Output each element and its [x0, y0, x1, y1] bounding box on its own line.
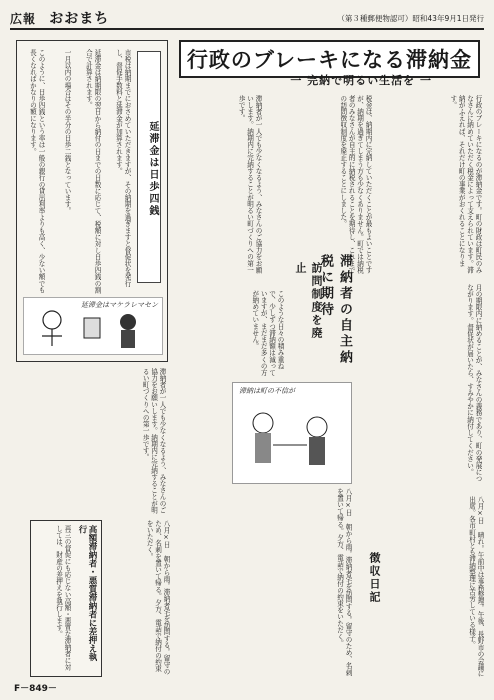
page-number: F－849－	[14, 684, 57, 694]
diary-column: 八月×日 晴れ。午前中は事務整理。午後、長野市の会議に出席。各市町村とも滞納整理に苦労している様子。	[467, 496, 484, 677]
sidebar-paragraph: 市税は納期までにおさめていただきますが、その納期を過ぎますと督促状を発行し、督促手数料と延滞金が加算されます。	[114, 49, 131, 287]
notice-title: 高額滞納者・悪質滞納者に差押え執行	[77, 525, 97, 661]
cartoon-caption: 延滞金はマケラレマセン	[81, 301, 158, 309]
subhead-visit-abolished: 訪問制度を廃止	[294, 262, 323, 340]
notice-box	[30, 520, 102, 677]
diary-column: 八月×日 朝から雨。滞納者宅を訪問する。留守のため、名刺を置いて帰る。夕方、電話で納付の約束をいただく。	[145, 520, 170, 675]
issue-info: （第３種郵便物認可）昭和43年9月1日発行	[337, 13, 484, 23]
sidebar-paragraph: 一月以内の場合はその半分の日歩二銭となっています。	[63, 49, 71, 214]
article-column: 行政のブレーキになるのが滞納金です。町の財政は町民のみなさんに納めていただく税金によって支えられています。滞納がふえれば、それだけ町の事業がおくれることになります。	[448, 95, 482, 274]
subhead-diary: 徴収日記	[368, 552, 381, 604]
masthead-paper: 広報	[10, 12, 37, 26]
notice-text: 再三の督促にも応じない高額・悪質な滞納者に対しては、財産の差押えを執行します。	[54, 525, 71, 671]
sidebar-paragraph: 延滞金は納期限の翌日から納付の日までの日数に応じて、税額に対し日歩四銭の割合で計算されます。	[84, 49, 101, 294]
sidebar-cartoon	[23, 297, 163, 355]
headline	[176, 40, 480, 88]
masthead	[10, 8, 484, 30]
subhead-self-payment: 滞納者の自主納税に期待	[318, 254, 352, 366]
sidebar-title: 延滞金は日歩四銭	[137, 51, 161, 283]
illustration-drawing	[233, 383, 351, 483]
article-column: 滞納者が一人でも少なくなるよう、みなさんのご協力をお願いします。納期内に完納することが明るい町づくりへの第一歩です。	[237, 95, 262, 274]
sidebar-box	[16, 40, 168, 362]
illustration-caption: 滞納は町の不信が	[239, 387, 295, 395]
article-column: 八月×日 朝から雨。滞納者宅を訪問する。留守のため、名刺を置いて帰る。夕方、電話で納付の約束をいただく。	[335, 488, 352, 676]
masthead-name: おおまち	[49, 11, 110, 27]
headline-sub: 一 完納で明るい生活を 一	[290, 74, 432, 87]
headline-main: 行政のブレーキになる滞納金	[179, 40, 480, 78]
masthead-title	[10, 8, 109, 28]
article-column: このような日々の積み重ねで、少しずつ滞納額は減っていますが、まだまだ多くの方が納めていません。	[250, 290, 284, 376]
article-column: 滞納者が一人でも少なくなるよう、みなさんのご協力をお願いします。納期内に完納することが明るい町づくりへの第一歩です。	[141, 368, 166, 514]
article-column: 月の期限内に納めることが、みなさんの義務であり、町の発展につながります。督促状が届いたら、すみやかに納付してください。	[465, 284, 482, 482]
illustration	[232, 382, 352, 484]
article-column: 税金は、納期内に完納していただくことが最もよいことですが、納期を過ぎてしまう方も少なくありません。町では納税者のみなさんが自主的に納税されることを期待し、これまでの訪問徴収制度を廃止することにしました。	[338, 95, 372, 274]
sidebar-paragraph: このように、日歩四銭という率は一般の銀行の貸出利率よりも高く、少ない額でも長くなればかなりの額になります。	[28, 49, 45, 294]
